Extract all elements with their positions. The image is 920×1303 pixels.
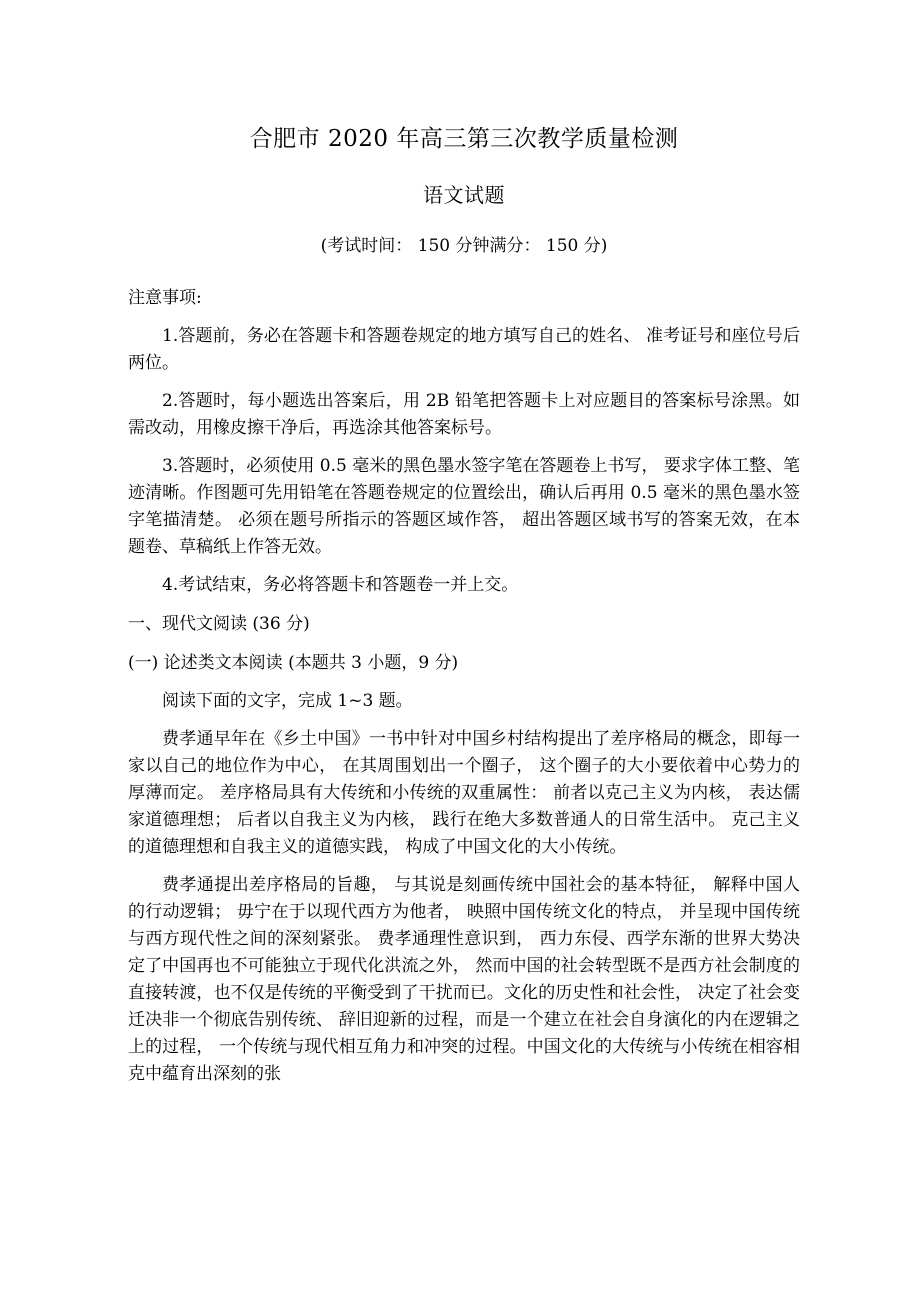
- subsection-heading-argumentative-text: (一) 论述类文本阅读 (本题共 3 小题，9 分): [128, 653, 459, 673]
- exam-time-and-score: (考试时间： 150 分钟满分： 150 分): [320, 236, 608, 256]
- notice-item-2: 2.答题时，每小题选出答案后，用 2B 铅笔把答题卡上对应题目的答案标号涂黑。如需改动，用橡皮擦干净后，再选涂其他答案标号。: [128, 391, 800, 438]
- reading-instruction: 阅读下面的文字，完成 1~3 题。: [162, 691, 413, 711]
- subject-title: 语文试题: [423, 183, 505, 207]
- section-heading-modern-reading: 一、现代文阅读 (36 分): [128, 614, 310, 634]
- page-title: 合肥市 2020 年高三第三次教学质量检测: [249, 126, 679, 152]
- notice-item-3: 3.答题时，必须使用 0.5 毫米的黑色墨水签字笔在答题卷上书写， 要求字体工整、笔迹清晰。作图题可先用铅笔在答题卷规定的位置绘出，确认后再用 0.5 毫米的黑色墨水签字笔描清楚。 必须在题号所指示的答题区域作答， 超出答题区域书写的答案无效，在本题卷、草稿纸上作答无效。: [128, 456, 800, 557]
- notice-item-1: 1.答题前，务必在答题卡和答题卷规定的地方填写自己的姓名、 准考证号和座位号后两位。: [128, 326, 800, 373]
- page-content: [128, 0, 800, 1088]
- notice-label: 注意事项:: [128, 288, 202, 308]
- passage-paragraph-1: 费孝通早年在《乡土中国》一书中针对中国乡村结构提出了差序格局的概念，即每一家以自己的地位作为中心， 在其周围划出一个圈子， 这个圈子的大小要依着中心势力的厚薄而定。 差序格局具有大传统和小传统的双重属性： 前者以克己主义为内核， 表达儒家道德理想； 后者以自我主义为内核， 践行在绝大多数普通人的日常生活中。 克己主义的道德理想和自我主义的道德实践， 构成了中国文化的大小传统。: [128, 729, 800, 857]
- notice-item-4: 4.考试结束，务必将答题卡和答题卷一并上交。: [162, 575, 519, 595]
- passage-paragraph-2: 费孝通提出差序格局的旨趣， 与其说是刻画传统中国社会的基本特征， 解释中国人的行动逻辑； 毋宁在于以现代西方为他者， 映照中国传统文化的特点， 并呈现中国传统与西方现代性之间的深刻紧张。 费孝通理性意识到， 西力东侵、西学东渐的世界大势决定了中国再也不可能独立于现代化洪流之外， 然而中国的社会转型既不是西方社会制度的直接转渡，也不仅是传统的平衡受到了干扰而已。文化的历史性和社会性， 决定了社会变迁决非一个彻底告别传统、 辞旧迎新的过程，而是一个建立在社会自身演化的内在逻辑之上的过程， 一个传统与现代相互角力和冲突的过程。中国文化的大传统与小传统在相容相克中蕴育出深刻的张: [128, 875, 800, 1084]
